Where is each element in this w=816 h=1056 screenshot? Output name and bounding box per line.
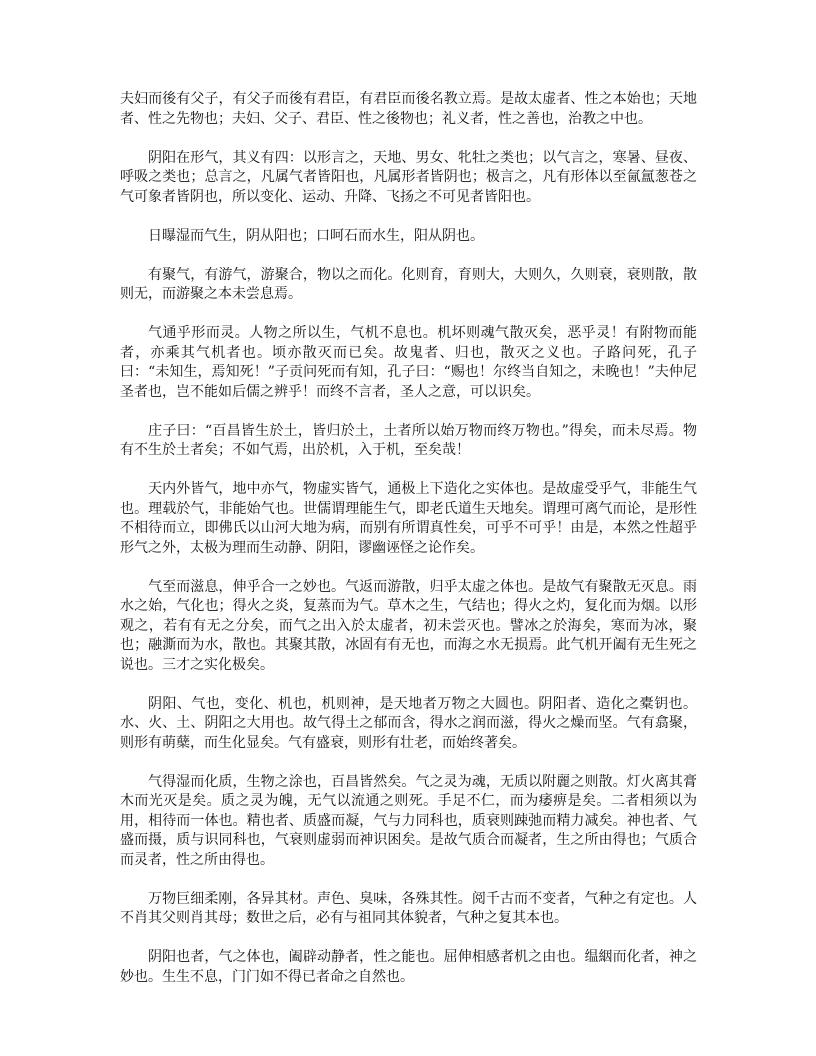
paragraph-7: 天内外皆气，地中亦气，物虚实皆气，通极上下造化之实体也。是故虚受乎气，非能生气也。理载於气，非能始气也。世儒谓理能生气，即老氏道生天地矣。谓理可离气而论，是形性不相待而立，即佛氏以山河大地为病，而别有所谓真性矣，可乎不可乎！由是，本然之性超乎形气之外，太极为理而生动静、阴阳，谬幽诬怪之论作矣。: [120, 481, 697, 556]
paragraph-2: 阴阳在形气，其义有四：以形言之，天地、男女、牝牡之类也；以气言之，寒暑、昼夜、呼吸之类也；总言之，凡属气者皆阳也，凡属形者皆阴也；极言之，凡有形体以至氤氲葱苍之气可象者皆阴也，所以变化、运动、升降、飞扬之不可见者皆阳也。: [120, 149, 697, 205]
paragraph-10: 气得湿而化质，生物之涂也，百昌皆然矣。气之灵为魂，无质以附麗之则散。灯火离其膏木而光灭是矣。质之灵为魄，无气以流通之则死。手足不仁，而为痿痹是矣。二者相须以为用，相待而一体也。精也者、质盛而凝，气与力同科也，质衰则踈弛而精力减矣。神也者、气盛而摄，质与识同科也，气衰则虚弱而神识困矣。是故气质合而凝者，生之所由得也；气质合而灵者，性之所由得也。: [120, 773, 697, 868]
paragraph-12: 阴阳也者，气之体也，阖辟动静者，性之能也。屈伸相感者机之由也。缊絪而化者，神之妙也。生生不息，门门如不得已者命之自然也。: [120, 949, 697, 985]
paragraph-6: 庄子曰：“百昌皆生於土，皆归於土，土者所以始万物而终万物也。”得矣，而未尽焉。物有不生於土者矣；不如气焉，出於机，入于机，至矣哉！: [120, 422, 697, 458]
paragraph-11: 万物巨细柔刚，各异其材。声色、臭味，各殊其性。阅千古而不变者，气种之有定也。人不肖其父则肖其母；数世之后，必有与祖同其体貌者，气种之复其本也。: [120, 890, 697, 926]
paragraph-1: 夫妇而後有父子，有父子而後有君臣，有君臣而後名教立焉。是故太虚者、性之本始也；天地者、性之先物也；夫妇、父子、君臣、性之後物也；礼义者，性之善也，治教之中也。: [120, 91, 697, 127]
paragraph-8: 气至而滋息，伸乎合一之妙也。气返而游散，归乎太虚之体也。是故气有聚散无灭息。雨水之始，气化也；得火之炎，复蒸而为气。草木之生，气结也；得火之灼，复化而为烟。以形观之，若有有无之分矣，而气之出入於太虚者，初未尝灭也。譬冰之於海矣，寒而为冰，聚也；融澌而为水，散也。其聚其散，冰固有有无也，而海之水无损焉。此气机开阖有无生死之说也。三才之实化极矣。: [120, 578, 697, 673]
paragraph-4: 有聚气，有游气，游聚合，物以之而化。化则育，育则大，大则久，久则衰，衰则散，散则无，而游聚之本未尝息焉。: [120, 266, 697, 302]
paragraph-3: 日曝湿而气生，阴从阳也；口呵石而水生，阳从阴也。: [148, 227, 484, 244]
paragraph-9: 阴阳、气也，变化、机也，机则神，是天地者万物之大圆也。阴阳者、造化之橐钥也。水、火、土、阴阳之大用也。故气得土之郁而含，得水之润而滋，得火之燥而坚。气有翕聚，则形有萌蘖，而生化显矣。气有盛衰，则形有壮老，而始终著矣。: [120, 695, 697, 751]
paragraph-5: 气通乎形而灵。人物之所以生，气机不息也。机坏则魂气散灭矣，恶乎灵！有附物而能者，亦乘其气机者也。顷亦散灭而已矣。故鬼者、归也，散灭之义也。子路问死，孔子曰：“未知生，焉知死！”子贡问死而有知，孔子曰：“赐也！尔终当自知之，未晚也！”夫仲尼圣者也，岂不能如后儒之辨乎！而终不言者，圣人之意，可以识矣。: [120, 325, 697, 400]
document-page: [120, 90, 697, 1007]
